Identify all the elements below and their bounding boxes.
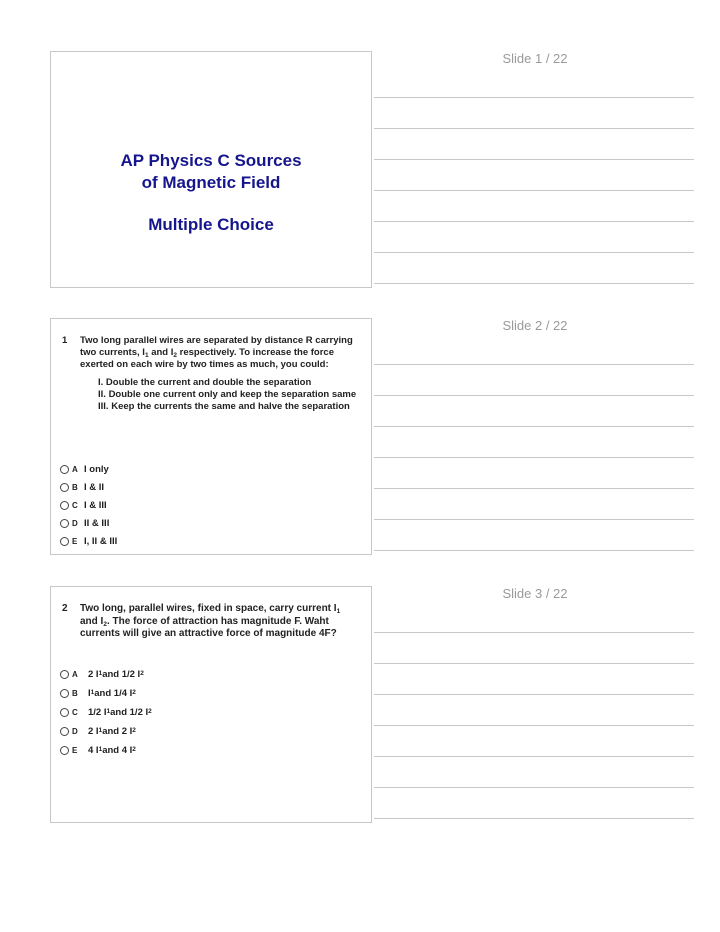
- note-line: [374, 221, 694, 222]
- statement: II. Double one current only and keep the separation same: [98, 389, 357, 400]
- option-a[interactable]: A 2 I 1 and 1/2 I 2: [60, 668, 144, 680]
- note-line: [374, 550, 694, 551]
- note-line: [374, 97, 694, 98]
- note-line: [374, 426, 694, 427]
- radio-button-icon[interactable]: [60, 689, 69, 698]
- note-line: [374, 694, 694, 695]
- radio-button-icon[interactable]: [60, 708, 69, 717]
- option-e[interactable]: E 4 I 1 and 4 I 2: [60, 744, 136, 756]
- radio-button-icon[interactable]: [60, 465, 69, 474]
- statement-list: [98, 377, 357, 413]
- slide-1: [50, 51, 372, 288]
- option-d[interactable]: D II & III: [60, 517, 109, 529]
- question-1: [62, 335, 357, 413]
- statement: I. Double the current and double the separation: [98, 377, 312, 388]
- question-number: 2: [62, 603, 68, 614]
- note-line: [374, 787, 694, 788]
- radio-button-icon[interactable]: [60, 746, 69, 755]
- question-stem: Two long, parallel wires, fixed in space, carry current $I_1$ and $I_2$. The force of attraction has magnitude F. Waht currents will give an attractive force of magnitude 4F?: [80, 603, 341, 639]
- option-c[interactable]: C I & III: [60, 499, 107, 511]
- note-line: [374, 457, 694, 458]
- question-2: [62, 603, 357, 641]
- option-b[interactable]: B I & II: [60, 481, 104, 493]
- option-c[interactable]: C 1/2 I 1 and 1/2 I 2: [60, 706, 152, 718]
- radio-button-icon[interactable]: [60, 483, 69, 492]
- slide-2: [50, 318, 372, 555]
- radio-button-icon[interactable]: [60, 670, 69, 679]
- note-line: [374, 252, 694, 253]
- slide-1-title: [51, 150, 371, 194]
- radio-button-icon[interactable]: [60, 519, 69, 528]
- option-b[interactable]: B I 1 and 1/4 I 2: [60, 687, 136, 699]
- note-line: [374, 725, 694, 726]
- note-line: [374, 663, 694, 664]
- radio-button-icon[interactable]: [60, 537, 69, 546]
- option-a[interactable]: A I only: [60, 463, 109, 475]
- statement: III. Keep the currents the same and halve the separation: [98, 401, 350, 412]
- note-line: [374, 159, 694, 160]
- note-line: [374, 283, 694, 284]
- radio-button-icon[interactable]: [60, 727, 69, 736]
- slide-2-label: Slide 2 / 22: [502, 318, 568, 333]
- question-stem: Two long parallel wires are separated by distance R carrying two currents, $I_1$ and $I_2$ respectively. To increase the force exerted on each wire by two times as much, you could:: [80, 335, 353, 370]
- note-line: [374, 128, 694, 129]
- note-line: [374, 190, 694, 191]
- option-d[interactable]: D 2 I 1 and 2 I 2: [60, 725, 136, 737]
- slide-1-title-line-2: of Magnetic Field: [141, 173, 281, 192]
- slide-3-label: Slide 3 / 22: [502, 586, 568, 601]
- radio-button-icon[interactable]: [60, 501, 69, 510]
- slide-1-label: Slide 1 / 22: [502, 51, 568, 66]
- slide-1-title-line-1: AP Physics C Sources: [120, 151, 302, 170]
- note-line: [374, 632, 694, 633]
- note-line: [374, 756, 694, 757]
- slide-3: [50, 586, 372, 823]
- note-line: [374, 818, 694, 819]
- note-line: [374, 395, 694, 396]
- note-line: [374, 519, 694, 520]
- question-number: 1: [62, 335, 68, 346]
- note-line: [374, 364, 694, 365]
- slide-1-subtitle: Multiple Choice: [148, 215, 274, 234]
- note-line: [374, 488, 694, 489]
- option-e[interactable]: E I, II & III: [60, 535, 117, 547]
